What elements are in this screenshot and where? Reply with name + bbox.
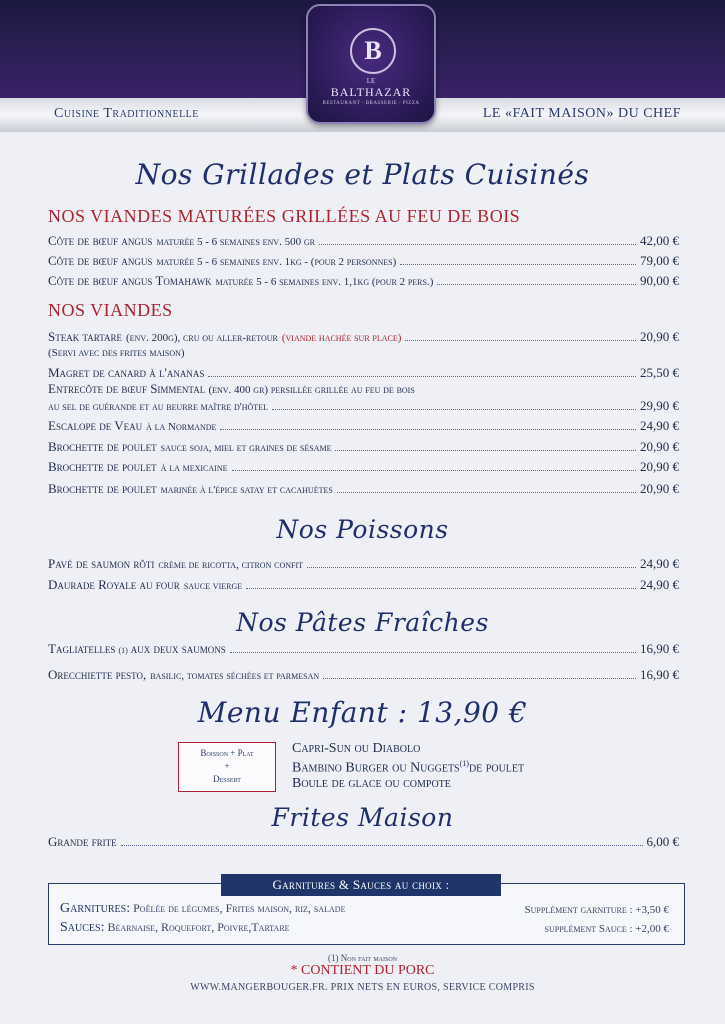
sauces-row: Sauces: Béarnaise, Roquefort, Poivre,Tartare bbox=[60, 920, 290, 935]
kids-line-main: Bambino Burger ou Nuggets$^{(1)}$de poulet bbox=[292, 759, 525, 776]
garnitures-supplement: Supplément garniture : +3,50 € bbox=[524, 904, 669, 916]
menu-item: Orecchiette pesto, basilic, tomates séchées et parmesan 16,90 € bbox=[48, 667, 679, 682]
header-left-text: Cuisine Traditionnelle bbox=[54, 106, 199, 121]
title-frites: Frites Maison bbox=[271, 803, 454, 832]
kids-line-dessert: Boule de glace ou compote bbox=[292, 776, 451, 791]
menu-item: Grande frite 6,00 € bbox=[48, 834, 679, 849]
menu-item: Tagliatelles (1) aux deux saumons 16,90 € bbox=[48, 641, 679, 656]
menu-item: Côte de bœuf angus Tomahawk maturée 5 - 6 semaines env. 1,1kg (pour 2 pers.) 90,00 € bbox=[48, 273, 679, 288]
kids-line-drink: Capri-Sun ou Diabolo bbox=[292, 741, 421, 756]
menu-item: Brochette de poulet à la mexicaine 20,90 € bbox=[48, 459, 679, 474]
title-grillades: Nos Grillades et Plats Cuisinés bbox=[135, 158, 590, 191]
logo-le: LE bbox=[366, 77, 376, 85]
restaurant-logo bbox=[306, 4, 436, 124]
logo-letter: B bbox=[350, 28, 396, 74]
header-right-text: LE «FAIT MAISON» DU CHEF bbox=[482, 106, 681, 121]
menu-item: Pavé de saumon rôti crème de ricotta, citron confit 24,90 € bbox=[48, 556, 679, 571]
title-poissons: Nos Poissons bbox=[276, 515, 449, 544]
menu-item: Côte de bœuf angus maturée 5 - 6 semaines env. 500 gr 42,00 € bbox=[48, 233, 679, 248]
menu-item: Magret de canard à l'ananas 25,50 € bbox=[48, 365, 679, 380]
sauces-supplement: supplément Sauce : +2,00 € bbox=[544, 923, 669, 935]
garnitures-row: Garnitures: Poêlée de légumes, Frites maison, riz, salade bbox=[60, 901, 346, 916]
item-note: (Servi avec des frites maison) bbox=[48, 347, 185, 359]
section-title-viandes: NOS VIANDES bbox=[48, 300, 173, 320]
menu-item: Escalope de Veau à la Normande 24,90 € bbox=[48, 418, 679, 433]
footnote: (1) Non fait maison bbox=[328, 953, 397, 963]
porc-warning: * CONTIENT DU PORC bbox=[290, 963, 435, 978]
menu-item: Côte de bœuf angus maturée 5 - 6 semaines env. 1kg - (pour 2 personnes) 79,00 € bbox=[48, 253, 679, 268]
menu-item: Brochette de poulet marinée à l'épice satay et cacahuètes 20,90 € bbox=[48, 481, 679, 496]
menu-item: Daurade Royale au four sauce vierge 24,90 € bbox=[48, 577, 679, 592]
kids-menu-formula: Boisson + Plat + Dessert bbox=[178, 742, 276, 792]
menu-item-line1: Entrecôte de bœuf Simmental (env. 400 gr) persillée grillée au feu de bois bbox=[48, 381, 415, 396]
garnitures-title: Garnitures & Sauces au choix : bbox=[221, 874, 501, 896]
section-title-maturees: NOS VIANDES MATURÉES GRILLÉES AU FEU DE BOIS bbox=[48, 206, 521, 226]
logo-subtitle: RESTAURANT - BRASSERIE - PIZZA bbox=[322, 101, 420, 106]
menu-item: Brochette de poulet sauce soja, miel et graines de sésame 20,90 € bbox=[48, 439, 679, 454]
title-pates: Nos Pâtes Fraîches bbox=[236, 608, 489, 637]
title-menu-enfant: Menu Enfant : 13,90 € bbox=[197, 696, 528, 729]
footer-site: WWW.MANGERBOUGER.FR. PRIX NETS EN EUROS, SERVICE COMPRIS bbox=[190, 982, 535, 993]
menu-item: Steak tartare (env. 200g), cru ou aller-retour (viande hachée sur place) 20,90 € bbox=[48, 329, 679, 344]
menu-item: au sel de guérande et au beurre maître d'hôtel 29,90 € bbox=[48, 398, 679, 413]
logo-name: BALTHAZAR bbox=[330, 85, 412, 99]
